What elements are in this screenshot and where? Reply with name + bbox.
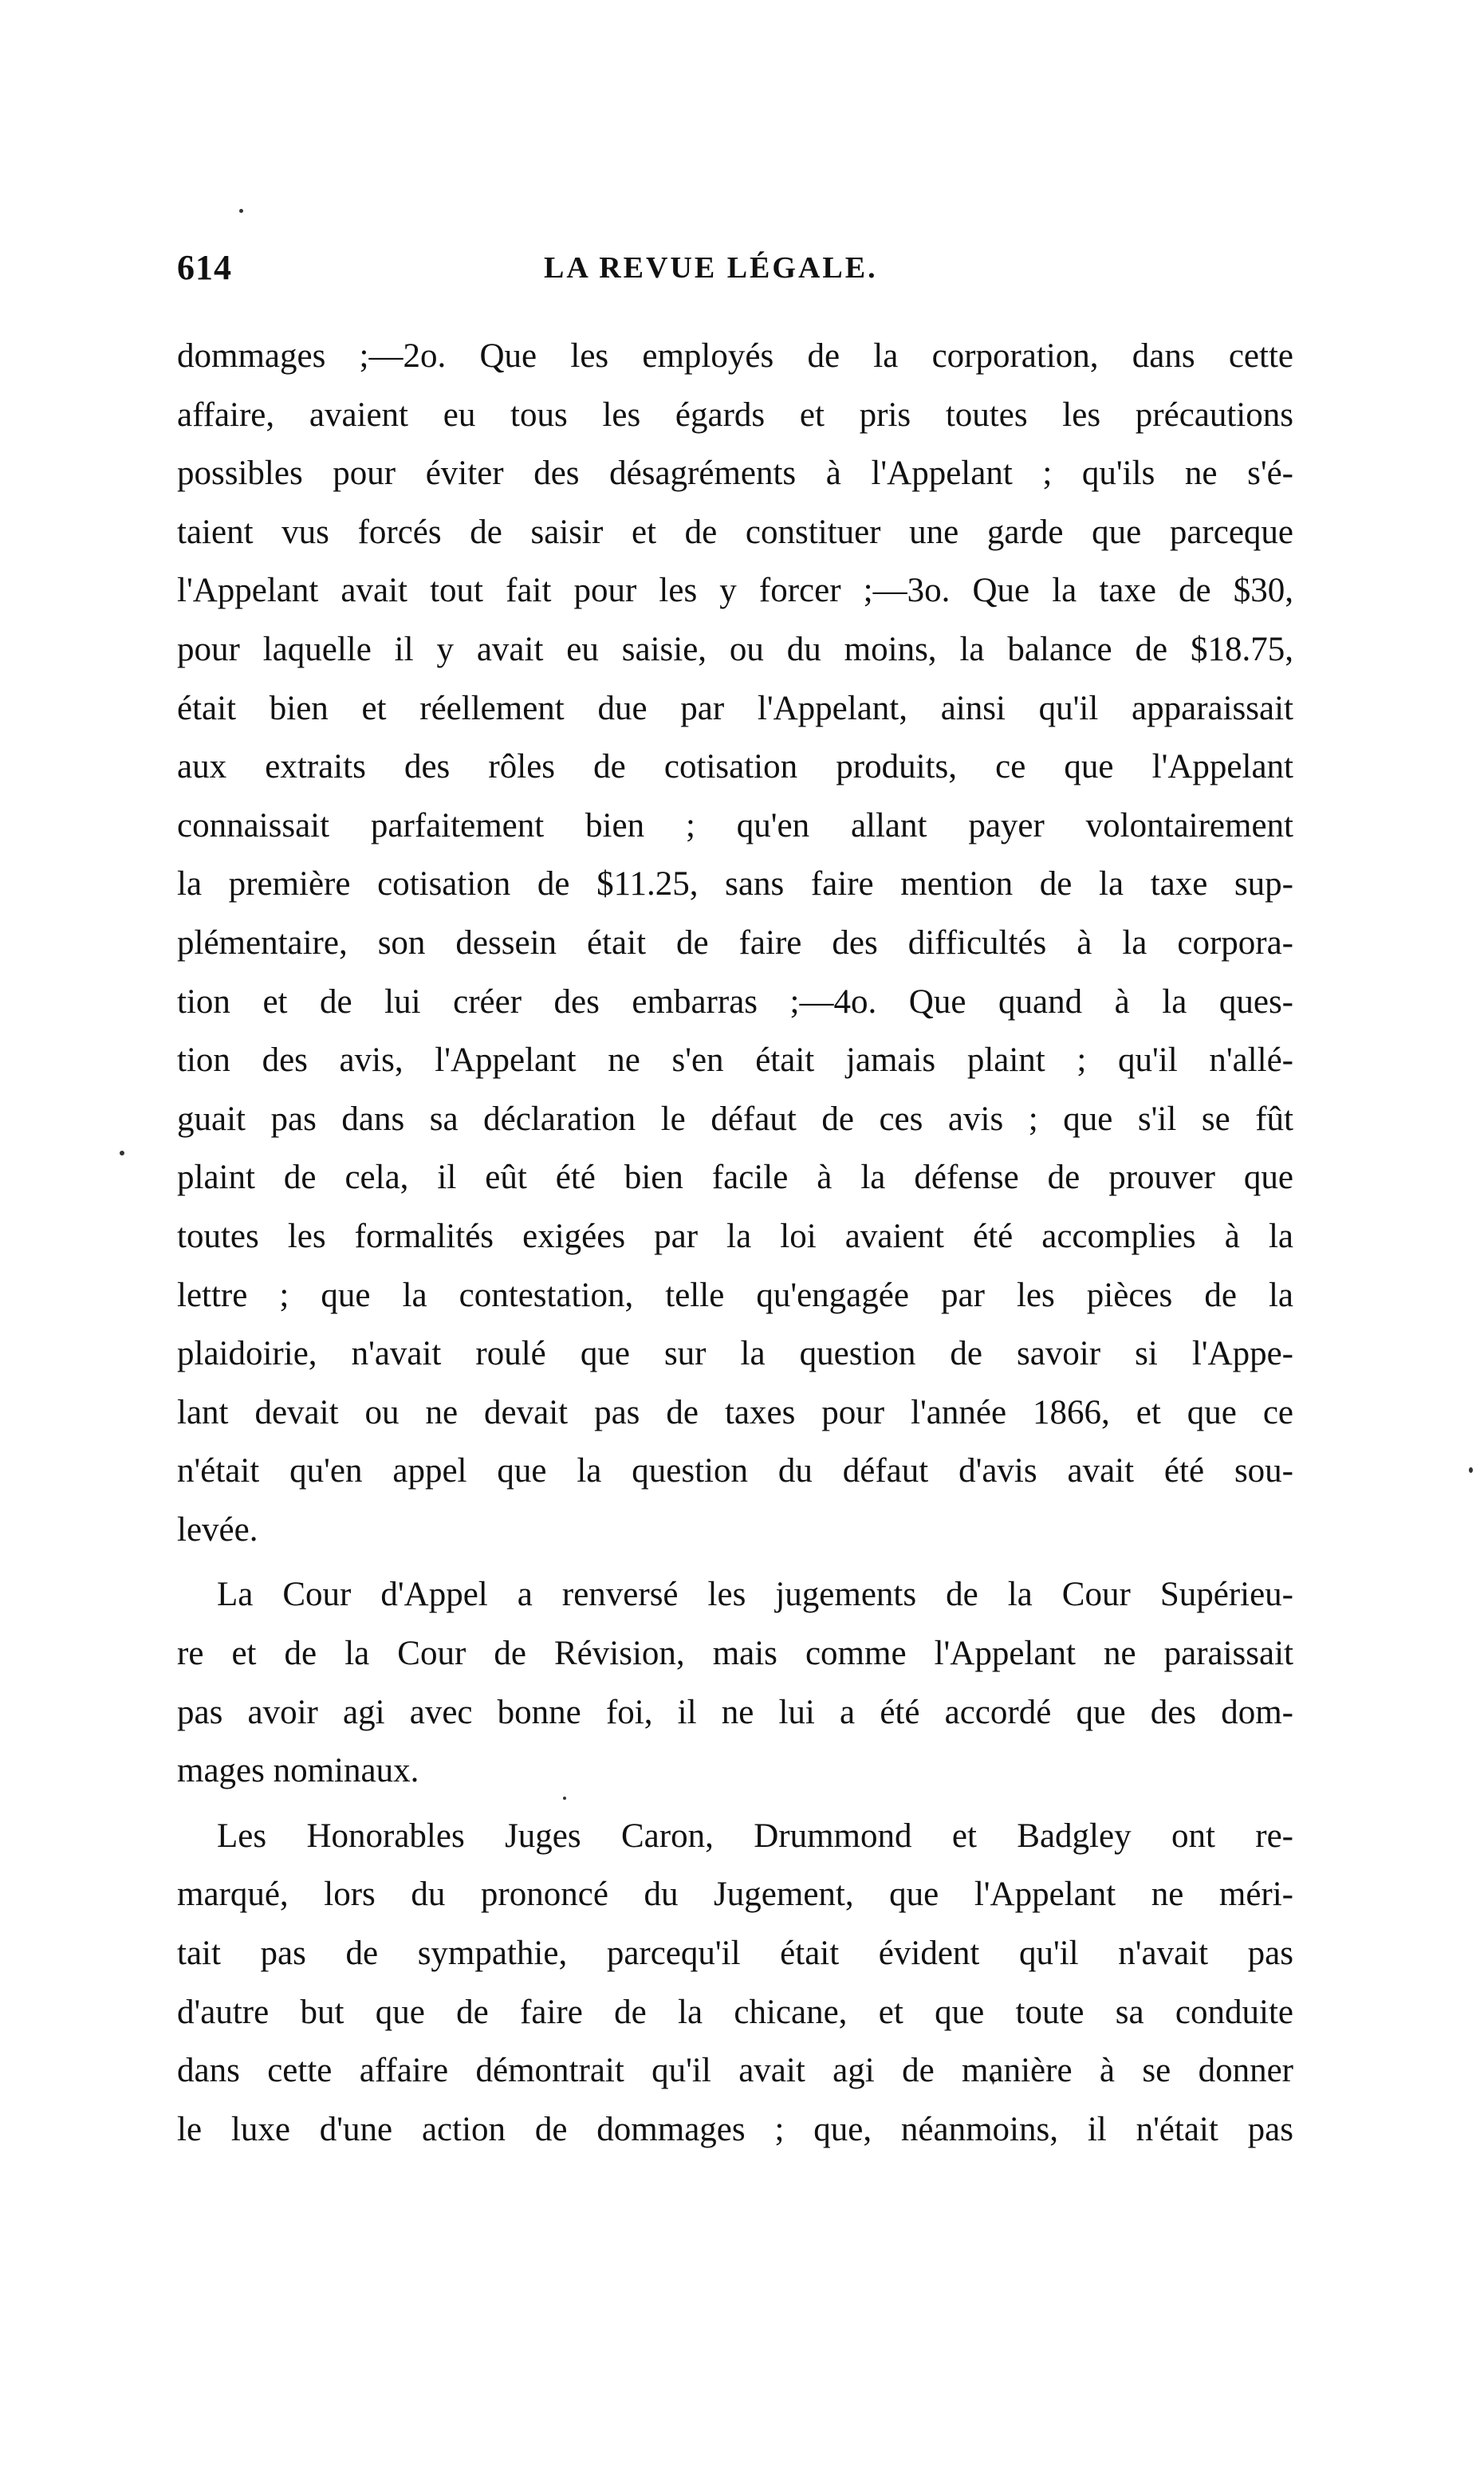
text-line: pour laquelle il y avait eu saisie, ou du moins, la balance de $18.75, bbox=[177, 630, 1293, 668]
text-line: dommages ;—2o. Que les employés de la corporation, dans cette bbox=[177, 337, 1293, 375]
body-text bbox=[177, 327, 1293, 2159]
text-line: marqué, lors du prononcé du Jugement, que l'Appelant ne méri- bbox=[177, 1876, 1293, 1914]
text-line: plémentaire, son dessein était de faire des difficultés à la corpora- bbox=[177, 923, 1293, 962]
text-line: le luxe d'une action de dommages ; que, néanmoins, il n'était pas bbox=[177, 2110, 1293, 2148]
text-line: l'Appelant avait tout fait pour les y forcer ;—3o. Que la taxe de $30, bbox=[177, 572, 1293, 610]
text-line: lant devait ou ne devait pas de taxes pour l'année 1866, et que ce bbox=[177, 1393, 1293, 1431]
text-line: lettre ; que la contestation, telle qu'engagée par les pièces de la bbox=[177, 1276, 1293, 1314]
paragraph bbox=[177, 1565, 1293, 1800]
text-line: était bien et réellement due par l'Appelant, ainsi qu'il apparaissait bbox=[177, 689, 1293, 727]
text-line: mages nominaux. bbox=[177, 1752, 419, 1790]
text-line: possibles pour éviter des désagréments à l'Appelant ; qu'ils ne s'é- bbox=[177, 455, 1293, 493]
text-line: d'autre but que de faire de la chicane, et que toute sa conduite bbox=[177, 1993, 1293, 2031]
page-number: 614 bbox=[177, 248, 232, 287]
text-line: connaissait parfaitement bien ; qu'en allant payer volontairement bbox=[177, 806, 1293, 844]
running-title: LA REVUE LÉGALE. bbox=[544, 251, 878, 285]
scan-speck bbox=[120, 1151, 124, 1155]
text-line: tion et de lui créer des embarras ;—4o. Que quand à la ques- bbox=[177, 982, 1293, 1021]
scan-speck bbox=[239, 209, 243, 213]
text-line: taient vus forcés de saisir et de constituer une garde que parceque bbox=[177, 513, 1293, 551]
text-line: toutes les formalités exigées par la loi avaient été accomplies à la bbox=[177, 1217, 1293, 1255]
paragraph bbox=[177, 327, 1293, 1559]
text-line: n'était qu'en appel que la question du défaut d'avis avait été sou- bbox=[177, 1452, 1293, 1490]
paragraph bbox=[177, 1807, 1293, 2159]
text-line: la première cotisation de $11.25, sans faire mention de la taxe sup- bbox=[177, 865, 1293, 903]
text-line: Les Honorables Juges Caron, Drummond et Badgley ont re- bbox=[217, 1817, 1293, 1855]
text-line: plaint de cela, il eût été bien facile à la défense de prouver que bbox=[177, 1159, 1293, 1197]
text-line: re et de la Cour de Révision, mais comme l'Appelant ne paraissait bbox=[177, 1635, 1293, 1673]
scan-speck bbox=[1469, 1467, 1473, 1473]
text-line: aux extraits des rôles de cotisation produits, ce que l'Appelant bbox=[177, 748, 1293, 786]
text-line: dans cette affaire démontrait qu'il avait agi de manière à se donner bbox=[177, 2052, 1293, 2090]
text-line: tait pas de sympathie, parcequ'il était évident qu'il n'avait pas bbox=[177, 1935, 1293, 1973]
text-line: affaire, avaient eu tous les égards et pris toutes les précautions bbox=[177, 396, 1293, 434]
text-line: guait pas dans sa déclaration le défaut de ces avis ; que s'il se fût bbox=[177, 1100, 1293, 1138]
text-line: levée. bbox=[177, 1510, 258, 1549]
text-line: plaidoirie, n'avait roulé que sur la question de savoir si l'Appe- bbox=[177, 1335, 1293, 1373]
text-line: tion des avis, l'Appelant ne s'en était jamais plaint ; qu'il n'allé- bbox=[177, 1041, 1293, 1080]
text-line: La Cour d'Appel a renversé les jugements de la Cour Supérieu- bbox=[217, 1576, 1293, 1614]
page-header bbox=[177, 247, 1325, 295]
text-line: pas avoir agi avec bonne foi, il ne lui a été accordé que des dom- bbox=[177, 1693, 1293, 1731]
